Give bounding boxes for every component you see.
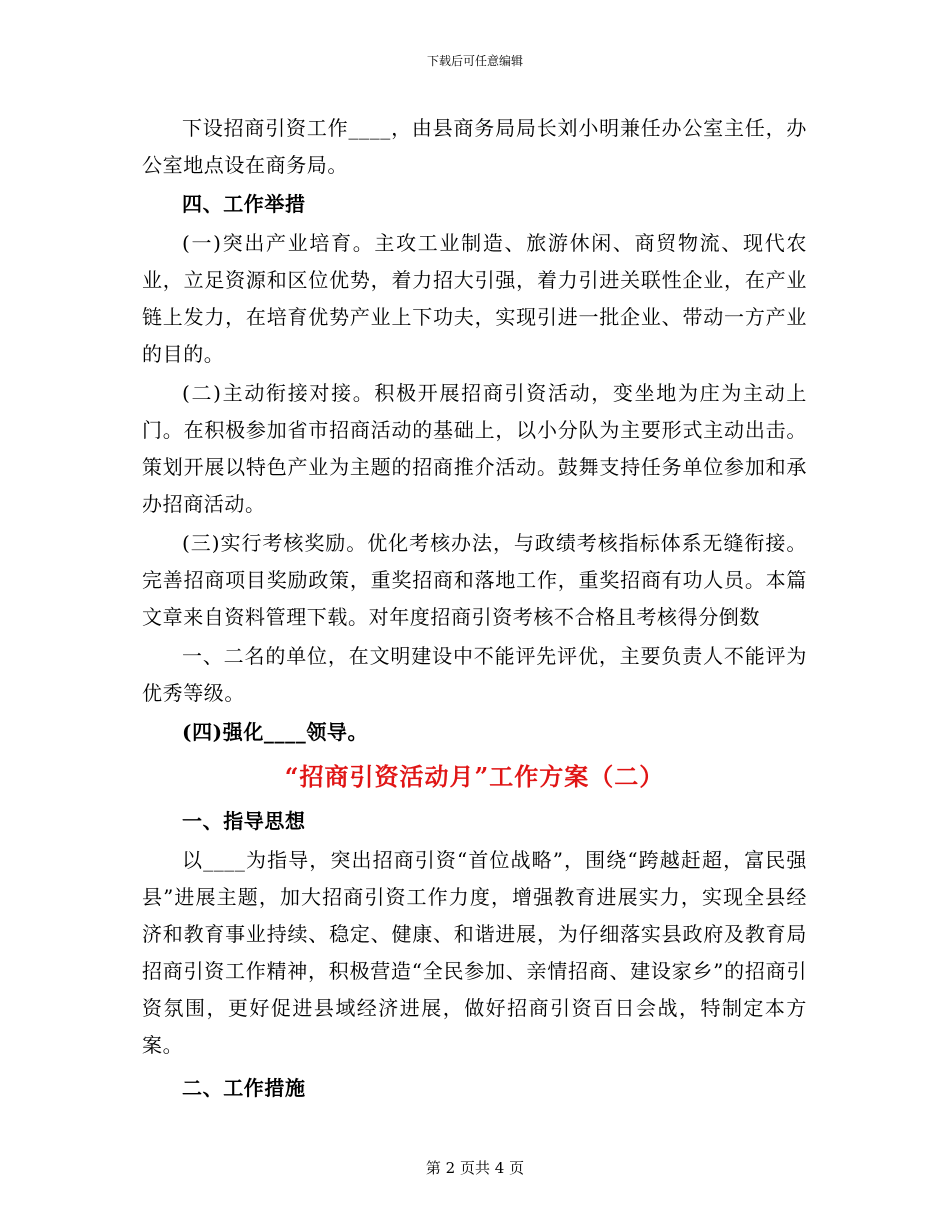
document-title: “招商引资活动月”工作方案（二） — [284, 762, 665, 791]
paragraph-assessment-rewards: (三)实行考核奖励。优化考核办法，与政绩考核指标体系无缝衔接。完善招商项目奖励政策，重奖招商和落地工作，重奖招商有功人员。本篇文章来自资料管理下载。对年度招商引资考核不合格且考核得分倒数 — [142, 531, 807, 629]
paragraph-active-docking: (二)主动衔接对接。积极开展招商引资活动，变坐地为庄为主动上门。在积极参加省市招商活动的基础上，以小分队为主要形式主动出击。策划开展以特色产业为主题的招商推介活动。鼓舞支持任务单位参加和承办招商活动。 — [142, 381, 807, 516]
paragraph-ranking: 一、二名的单位，在文明建设中不能评先评优，主要负责人不能评为优秀等级。 — [142, 644, 807, 705]
heading-work-measures: 四、工作举措 — [182, 192, 306, 216]
document-body — [142, 110, 807, 1107]
paragraph-guiding-ideology: 以____为指导，突出招商引资“首位战略”，围绕“跨越赶超，富民强县”进展主题，加大招商引资工作力度，增强教育进展实力，实现全县经济和教育事业持续、稳定、健康、和谐进展，为仔细落实县政府及教育局招商引资工作精神，积极营造“全民参加、亲情招商、建设家乡”的招商引资氛围，更好促进县域经济进展，做好招商引资百日会战，特制定本方案。 — [142, 848, 807, 1057]
paragraph-office: 下设招商引资工作____，由县商务局局长刘小明兼任办公室主任，办公室地点设在商务局。 — [142, 116, 807, 177]
heading-guiding-ideology: 一、指导思想 — [182, 809, 306, 833]
paragraph-industry-cultivation: (一)突出产业培育。主攻工业制造、旅游休闲、商贸物流、现代农业，立足资源和区位优势，着力招大引强，着力引进关联性企业，在产业链上发力，在培育优势产业上下功夫，实现引进一批企业、带动一方产业的目的。 — [142, 231, 807, 366]
heading-strengthen-leadership: (四)强化____领导。 — [182, 720, 369, 744]
page-header: 下载后可任意编辑 — [426, 54, 523, 68]
page-number: 第 2 页共 4 页 — [425, 1159, 525, 1177]
heading-work-measures-2: 二、工作措施 — [182, 1076, 306, 1100]
